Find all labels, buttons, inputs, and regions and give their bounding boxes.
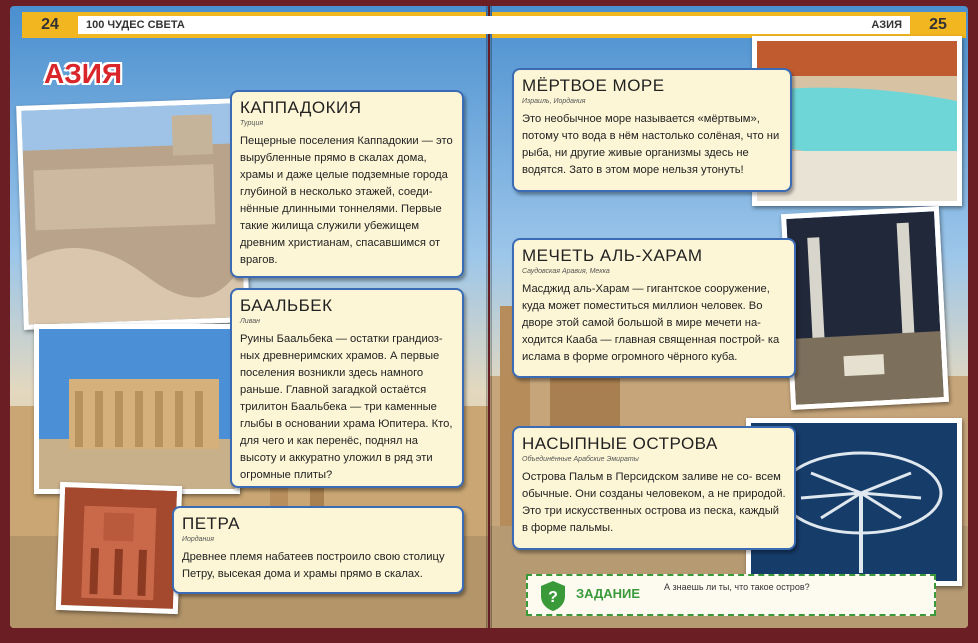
islands-card xyxy=(512,426,796,550)
petra-image xyxy=(61,487,177,609)
petra-title: ПЕТРА xyxy=(182,514,240,533)
left-running-head: 100 ЧУДЕС СВЕТА xyxy=(78,16,494,34)
baalbek-photo xyxy=(34,324,240,494)
task-label: ЗАДАНИЕ xyxy=(576,586,641,601)
islands-country: Объединённые Арабские Эмираты xyxy=(522,456,639,463)
left-page-number: 24 xyxy=(22,12,78,38)
baalbek-text: Руины Баальбека — остатки грандиоз- ных древнеримских храмов. А первые поселения возникли здесь намного раньше. Главной загадкой остаётся трилитон Баальбека — три каменные глыбы в основании храма Юпитера. Кто, для чего и как перенёс, поднял на высоту и аккуратно уложил в ряд эти огромные плиты? xyxy=(240,333,453,481)
petra-country: Иордания xyxy=(182,536,215,543)
petra-card xyxy=(172,506,464,594)
section-title: АЗИЯ xyxy=(44,58,123,89)
book-spine xyxy=(486,6,492,628)
dead-sea-country: Израиль, Иордания xyxy=(522,98,586,105)
petra-photo xyxy=(56,482,182,614)
haram-image xyxy=(786,211,944,404)
task-question: А знаешь ли ты, что такое остров? xyxy=(664,582,810,592)
baalbek-card xyxy=(230,288,464,488)
cappadocia-card xyxy=(230,90,464,278)
svg-text:?: ? xyxy=(548,589,558,606)
haram-text: Масджид аль-Харам — гигантское сооружение, куда может поместиться миллион человек. Во дворе этой самой большой в мире мечети на- ходится Кааба — главная священная построй- ка ислама в форме огромного чёрного куба. xyxy=(522,283,780,363)
petra-text: Древнее племя набатеев построило свою столицу Петру, высекая дома и храмы прямо в скалах. xyxy=(182,551,445,580)
question-shield-icon xyxy=(540,580,566,612)
cappadocia-title: КАППАДОКИЯ xyxy=(240,98,362,117)
islands-text: Острова Пальм в Персидском заливе не со- всем обычные. Они созданы человеком, а не природой. Это три искусственных острова из песка, каждый в форме пальмы. xyxy=(522,471,786,534)
haram-country: Саудовская Аравия, Мекка xyxy=(522,268,610,275)
task-box xyxy=(526,574,936,616)
haram-card xyxy=(512,238,796,378)
baalbek-country: Ливан xyxy=(240,318,260,325)
right-page-number: 25 xyxy=(910,12,966,38)
right-header-bar xyxy=(492,12,966,38)
dead-sea-text: Это необычное море называется «мёртвым», потому что вода в нём настолько солёная, что ни рыба, ни другие живые организмы здесь не водятся. Зато в этом море нельзя утонуть! xyxy=(522,113,780,176)
islands-title: НАСЫПНЫЕ ОСТРОВА xyxy=(522,434,718,453)
right-running-head: АЗИЯ xyxy=(492,16,910,34)
haram-title: МЕЧЕТЬ АЛЬ-ХАРАМ xyxy=(522,246,703,265)
cappadocia-photo xyxy=(16,98,250,330)
cappadocia-country: Турция xyxy=(240,120,264,127)
baalbek-title: БААЛЬБЕК xyxy=(240,296,333,315)
dead-sea-card xyxy=(512,68,792,192)
haram-photo xyxy=(781,206,949,410)
dead-sea-title: МЁРТВОЕ МОРЕ xyxy=(522,76,665,95)
left-header-bar xyxy=(22,12,486,38)
cappadocia-text: Пещерные поселения Каппадокии — это вырубленные прямо в скалах дома, храмы и даже целые подземные города глубиной в несколько этажей, соеди- нённые длинными тоннелями. Первые такие жилища служили убежищем древним христианам, спасавшимся от врагов. xyxy=(240,135,453,266)
baalbek-image xyxy=(39,329,235,489)
cappadocia-image xyxy=(21,103,244,324)
